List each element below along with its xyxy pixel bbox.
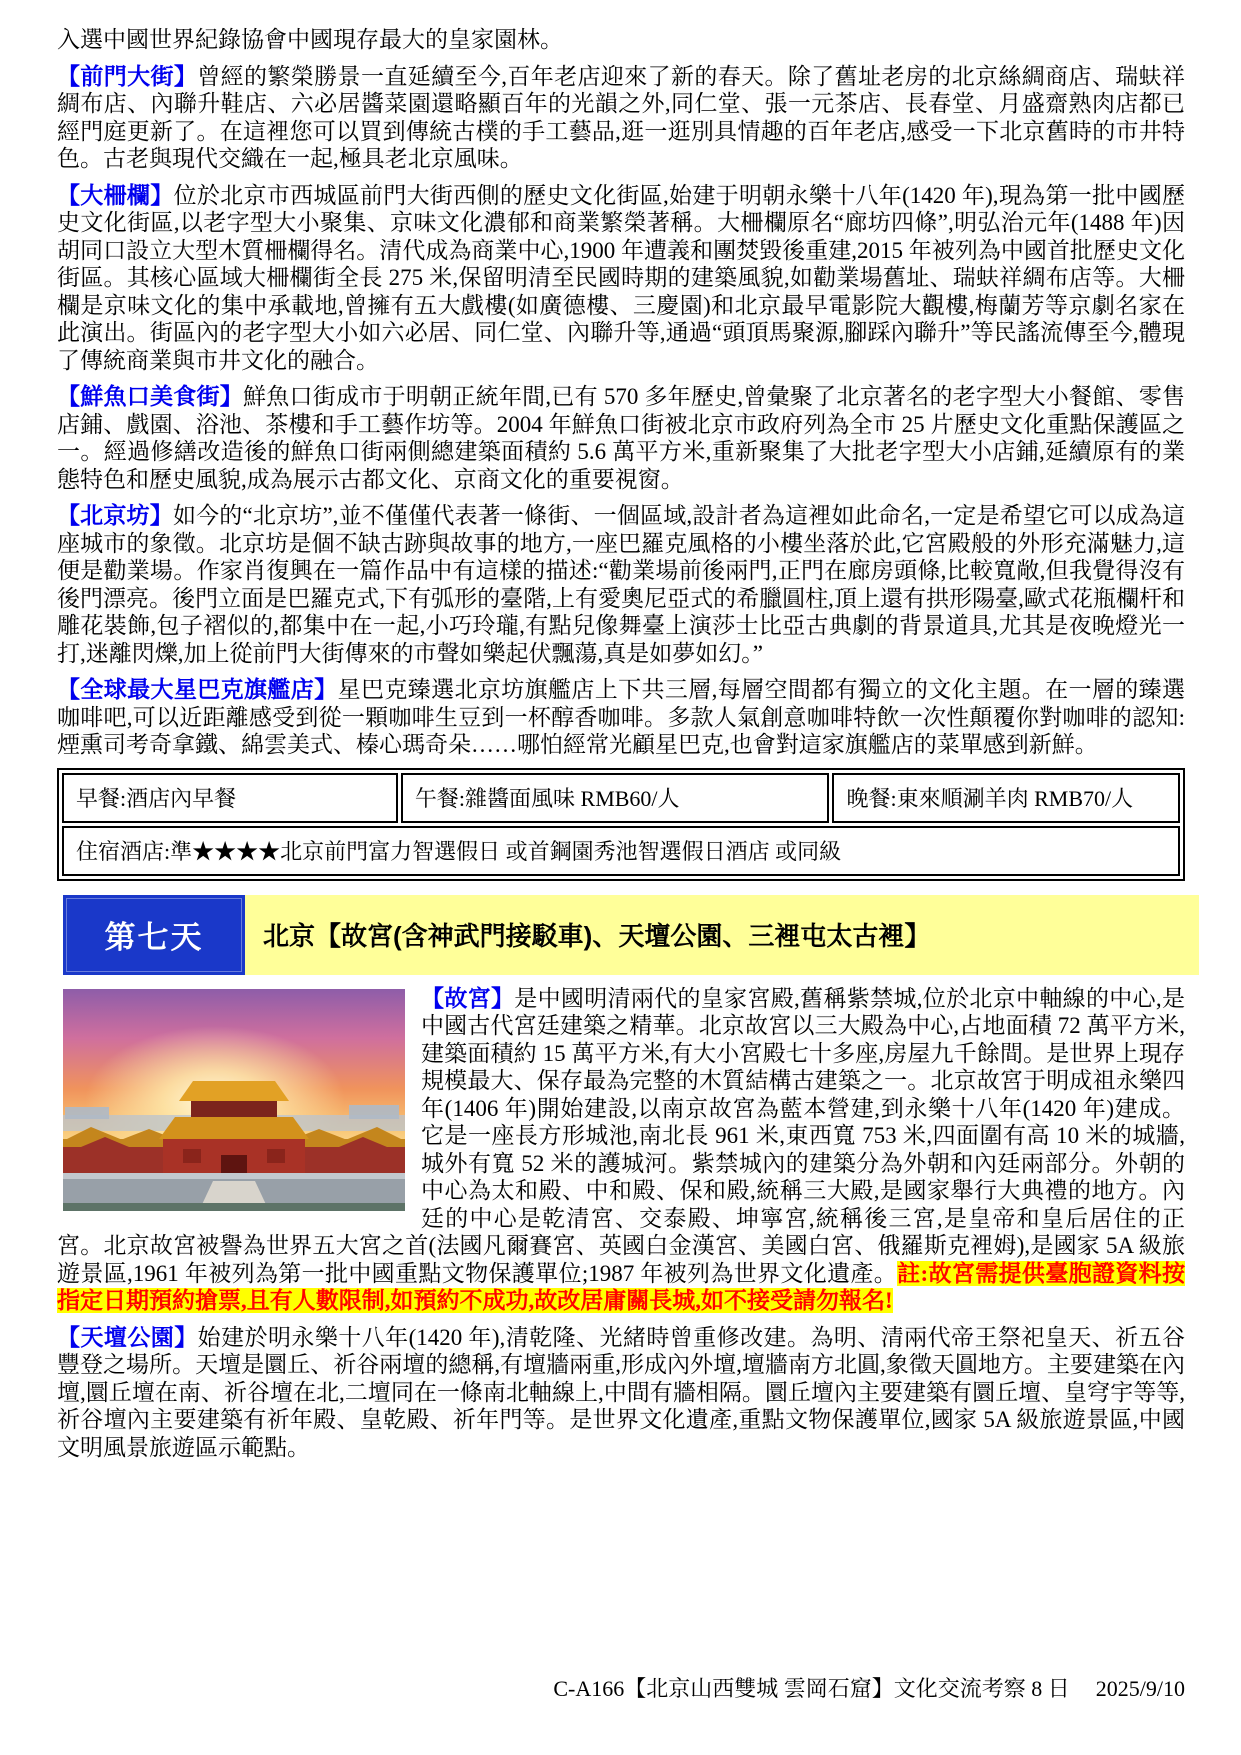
gugong-booking-note: 註:故宮需提供臺胞證資料按指定日期預約搶票,且有人數限制,如預約不成功,故改居庸關長城,如不接受請勿報名! — [57, 1260, 1185, 1313]
section-body-beijingfang: 如今的“北京坊”,並不僅僅代表著一條街、一個區域,設計者為這裡如此命名,一定是希望它可以成為這座城市的象徵。北京坊是個不缺古跡與故事的地方,一座巴羅克風格的小樓坐落於此,它宮殿般的外形充滿魅力,這便是勸業場。作家肖復興在一篇作品中有這樣的描述:“勸業場前後兩門,正門在廊房頭條,比較寬敞,但我覺得沒有後門漂亮。後門立面是巴羅克式,下有弧形的臺階,上有愛奧尼亞式的希臘圓柱,頂上還有拱形陽臺,歐式花瓶欄杆和雕花裝飾,包子褶似的,都集中在一起,小巧玲瓏,有點兒像舞臺上演莎士比亞古典劇的背景道具,尤其是夜晚燈光一打,迷離閃爍,加上從前門大街傳來的市聲如樂起伏飄蕩,真是如夢如幻。” — [57, 503, 1185, 666]
section-body-tiantan: 始建於明永樂十八年(1420 年),清乾隆、光緒時曾重修改建。為明、清兩代帝王祭祀皇天、祈五谷豐登之場所。天壇是圜丘、祈谷兩壇的總稱,有壇牆兩重,形成內外壇,壇牆南方北圓,象徵天圓地方。主要建築在內壇,圜丘壇在南、祈谷壇在北,二壇同在一條南北軸線上,中間有牆相隔。圜丘壇內主要建築有圜丘壇、皇穹宇等等,祈谷壇內主要建築有祈年殿、皇乾殿、祈年門等。是世界文化遺產,重點文物保護單位,國家 5A 級旅遊景區,中國文明風景旅遊區示範點。 — [57, 1324, 1186, 1460]
gugong-section — [57, 985, 1185, 1471]
hotel-cell: 住宿酒店:準★★★★北京前門富力智選假日 或首鋼園秀池智選假日酒店 或同級 — [62, 826, 1180, 876]
section-title-tiantan: 【天壇公園】 — [57, 1324, 198, 1350]
footer-tour-code: C-A166【北京山西雙城 雲岡石窟】文化交流考察 8 日 — [553, 1676, 1070, 1701]
section-title-xianyukou: 【鮮魚口美食街】 — [57, 384, 244, 409]
hotel-row — [62, 826, 1180, 876]
forbidden-city-photo — [63, 989, 405, 1211]
section-starbucks — [57, 676, 1185, 759]
breakfast-cell: 早餐:酒店內早餐 — [62, 773, 398, 823]
intro-paragraph: 入選中國世界紀錄協會中國現存最大的皇家園林。 — [57, 27, 563, 52]
meals-row — [62, 773, 1180, 823]
footer-date: 2025/9/10 — [1095, 1676, 1185, 1701]
forbidden-city-photo-art — [63, 989, 405, 1211]
section-title-dashilan: 【大柵欄】 — [57, 182, 174, 208]
section-body-gugong: 是中國明清兩代的皇家宮殿,舊稱紫禁城,位於北京中軸線的中心,是中國古代宮廷建築之精華。北京故宮以三大殿為中心,占地面積 72 萬平方米,建築面積約 15 萬平方米,有大小宮殿七十多座,房屋九千餘間。是世界上現存規模最大、保存最為完整的木質結構古建築之一。北京故宮于明成祖永樂四年(1406 年)開始建設,以南京故宮為藍本營建,到永樂十八年(1420 年)建成。它是一座長方形城池,南北長 961 米,東西寬 753 米,四面圍有高 10 米的城牆,城外有寬 52 米的護城河。紫禁城內的建築分為外朝和內廷兩部分。外朝的中心為太和殿、中和殿、保和殿,統稱三大殿,是國家舉行大典禮的地方。內廷的中心是乾清宮、交泰殿、坤寧宮,統稱後三宮,是皇帝和皇后居住的正宮。北京故宮被譽為世界五大宮之首(法國凡爾賽宮、英國白金漢宮、美國白宮、俄羅斯克裡姆),是國家 5A 級旅遊景區,1961 年被列為第一批中國重點文物保護單位;1987 年被列為世界文化遺產。 — [57, 985, 1186, 1286]
day7-title: 北京【故宮(含神武門接駁車)、天壇公園、三裡屯太古裡】 — [245, 895, 1199, 975]
day7-header — [63, 895, 1199, 975]
section-title-qianmen: 【前門大街】 — [57, 63, 198, 89]
tiantan-paragraph — [57, 1324, 1185, 1462]
section-body-xianyukou: 鮮魚口街成市于明朝正統年間,已有 570 多年歷史,曾彙聚了北京著名的老字型大小餐館、零售店鋪、戲園、浴池、茶樓和手工藝作坊等。2004 年鮮魚口街被北京市政府列為全市 25 片歷史文化重點保護區之一。經過修繕改造後的鮮魚口街兩側總建築面積約 5.6 萬平方米,重新聚集了大批老字型大小店鋪,延續原有的業態特色和歷史風貌,成為展示古都文化、京商文化的重要視窗。 — [57, 384, 1186, 492]
section-title-starbucks: 【全球最大星巴克旗艦店】 — [57, 677, 338, 702]
section-dashilan — [57, 182, 1185, 375]
page-footer — [0, 1672, 1241, 1703]
section-body-dashilan: 位於北京市西城區前門大街西側的歷史文化街區,始建于明朝永樂十八年(1420 年),現為第一批中國歷史文化街區,以老字型大小聚集、京味文化濃郁和商業繁榮著稱。大柵欄原名“廊坊四條”,明弘治元年(1488 年)因胡同口設立大型木質柵欄得名。清代成為商業中心,1900 年遭義和團焚毀後重建,2015 年被列為中國首批歷史文化街區。其核心區域大柵欄街全長 275 米,保留明清至民國時期的建築風貌,如勸業場舊址、瑞蚨祥綢布店等。大柵欄是京味文化的集中承載地,曾擁有五大戲樓(如廣德樓、三慶園)和北京最早電影院大觀樓,梅蘭芳等京劇名家在此演出。街區內的老字型大小如六必居、同仁堂、內聯升等,通過“頭頂馬聚源,腳踩內聯升”等民謠流傳至今,體現了傳統商業與市井文化的融合。 — [57, 182, 1186, 373]
section-qianmen-street — [57, 63, 1185, 173]
section-xianyukou — [57, 383, 1185, 493]
document-page — [57, 26, 1185, 1470]
dinner-cell: 晚餐:東來順涮羊肉 RMB70/人 — [832, 773, 1180, 823]
lunch-cell: 午餐:雜醬面風味 RMB60/人 — [401, 773, 830, 823]
section-beijingfang — [57, 502, 1185, 667]
section-title-beijingfang: 【北京坊】 — [57, 503, 173, 528]
meals-table — [57, 768, 1185, 881]
section-body-starbucks: 星巴克臻選北京坊旗艦店上下共三層,每層空間都有獨立的文化主題。在一層的臻選咖啡吧,可以近距離感受到從一顆咖啡生豆到一杯醇香咖啡。多款人氣創意咖啡特飲一次性顛覆你對咖啡的認知:煙熏司考奇拿鐵、綿雲美式、榛心瑪奇朵……哪怕經常光顧星巴克,也會對這家旗艦店的菜單感到新鮮。 — [57, 677, 1186, 757]
day7-label: 第七天 — [63, 895, 245, 975]
section-body-qianmen: 曾經的繁榮勝景一直延續至今,百年老店迎來了新的春天。除了舊址老房的北京絲綢商店、瑞蚨祥綢布店、內聯升鞋店、六必居醬菜園還略顯百年的光韻之外,同仁堂、張一元茶店、長春堂、月盛齋熟肉店都已經門庭更新了。在這裡您可以買到傳統古樸的手工藝品,逛一逛別具情趣的百年老店,感受一下北京舊時的市井特色。古老與現代交織在一起,極具老北京風味。 — [57, 63, 1185, 171]
section-title-gugong: 【故宮】 — [421, 985, 515, 1011]
